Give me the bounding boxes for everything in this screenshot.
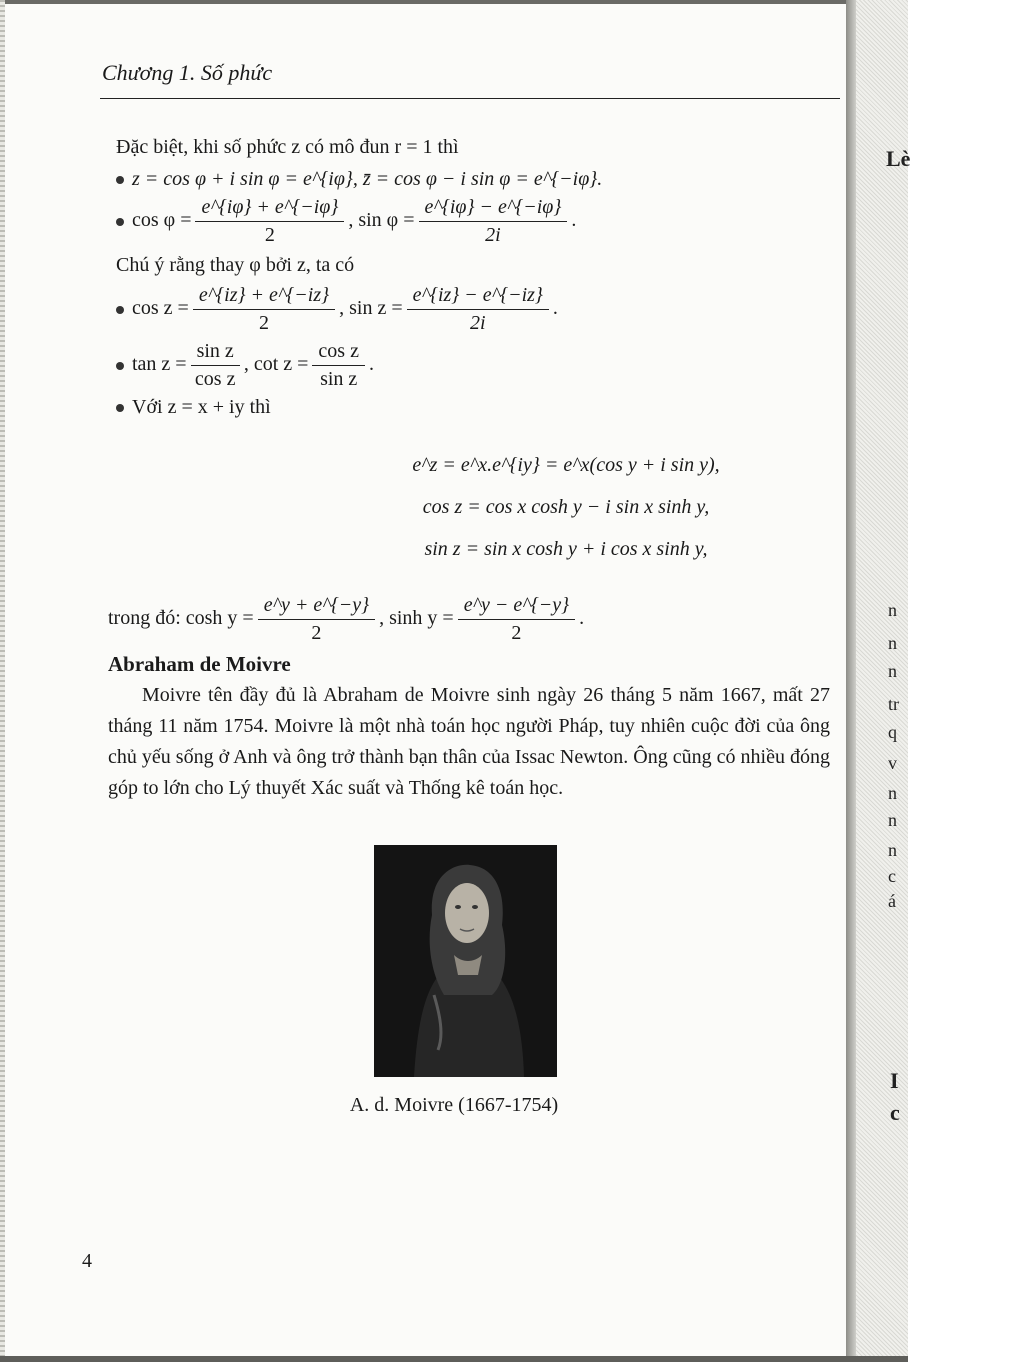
bleed-letter: n <box>888 633 897 653</box>
sinh-fraction <box>458 594 575 645</box>
fraction-numerator: sin z <box>191 340 240 366</box>
fraction-denominator: 2 <box>511 622 522 644</box>
cos-z-lhs: cos z = <box>132 297 189 320</box>
cot-z-lhs: , cot z = <box>243 353 309 376</box>
bleed-letter: tr <box>888 694 899 714</box>
cos-phi-lhs: cos φ = <box>132 209 192 232</box>
equation-sin: sin z = sin x cosh y + i cos x sinh y, <box>424 538 708 560</box>
bleed-letter: c <box>890 1100 900 1125</box>
bleed-letter: n <box>888 783 897 803</box>
bleed-letter: á <box>888 891 896 911</box>
fraction-denominator: cos z <box>194 368 236 390</box>
sin-z-lhs: , sin z = <box>339 297 403 320</box>
bullet-5-text: Với z = x + iy thì <box>132 396 271 418</box>
portrait-caption: A. d. Moivre (1667-1754) <box>349 1094 559 1116</box>
bleed-text-top: Lè <box>886 146 911 171</box>
chapter-header: Chương 1. Số phức <box>102 60 273 85</box>
equation-exp: e^z = e^x.e^{iy} = e^x(cos y + i sin y), <box>412 454 720 476</box>
scan-edge-left <box>0 0 5 1362</box>
cosh-lhs: trong đó: cosh y = <box>108 607 254 630</box>
portrait-image <box>374 845 557 1077</box>
fraction-numerator: e^{iφ} − e^{−iφ} <box>419 196 568 222</box>
tan-z-lhs: tan z = <box>132 353 187 376</box>
bullet-icon <box>116 404 124 412</box>
bullet-icon <box>116 306 124 314</box>
tan-z-fraction <box>191 340 240 391</box>
cos-z-fraction <box>193 284 335 335</box>
bullet-line-3: cos z = $\frac{e\^{}\{iz\} + e\^{}\{-iz\}}{2}$ , sin z = $\frac{e\^{}\{iz\} - e\^{}\{-iz\}}{2i}$ . <box>116 284 558 335</box>
header-rule <box>100 98 840 99</box>
fraction-numerator: e^{iz} + e^{−iz} <box>193 284 335 310</box>
bullet-1-text: z = cos φ + i sin φ = e^{iφ}, z̄ = cos φ − i sin φ = e^{−iφ}. <box>132 168 603 190</box>
note-line: Chú ý rằng thay φ bởi z, ta có <box>116 254 355 276</box>
bleed-letter: n <box>888 840 897 860</box>
bullet-line-5 <box>116 396 271 419</box>
fraction-denominator: 2i <box>485 224 501 246</box>
sinh-lhs: , sinh y = <box>379 607 454 630</box>
section-title: Abraham de Moivre <box>108 652 291 676</box>
sin-z-fraction <box>407 284 549 335</box>
fraction-numerator: e^{iφ} + e^{−iφ} <box>195 196 344 222</box>
scan-edge-bottom <box>0 1356 908 1362</box>
bullet-line-4: tan z = $\frac{\text{sin z}}{\text{cos z}}$ , cot z = $\frac{\text{cos z}}{\text{sin z}}$ . <box>116 340 374 391</box>
bullet-line-2: cos φ = $\frac{e\^{}\{i\varphi\} + e\^{}\{-i\varphi\}}{2}$ , sin φ = $\frac{e\^{}\{i\varphi\} - e\^{}\{-i\varphi\}}{2i}$ . <box>116 196 576 247</box>
cosh-fraction <box>258 594 375 645</box>
fraction-denominator: sin z <box>320 368 358 390</box>
bleed-letter: q <box>888 722 897 742</box>
bullet-icon <box>116 362 124 370</box>
bleed-letter: n <box>888 810 897 830</box>
fraction-numerator: e^y − e^{−y} <box>458 594 575 620</box>
bleed-letter: v <box>888 753 897 773</box>
next-page-edge <box>846 0 911 1362</box>
bullet-line-1 <box>116 168 602 191</box>
bleed-letter: I <box>890 1068 899 1093</box>
bleed-letter: n <box>888 600 897 620</box>
fraction-denominator: 2 <box>311 622 322 644</box>
cos-phi-fraction <box>195 196 344 247</box>
cot-z-fraction <box>312 340 365 391</box>
bleed-letter: c <box>888 866 896 886</box>
fraction-numerator: cos z <box>312 340 365 366</box>
bullet-icon <box>116 218 124 226</box>
fraction-denominator: 2 <box>264 224 275 246</box>
fraction-denominator: 2i <box>469 312 486 334</box>
equation-cos: cos z = cos x cosh y − i sin x sinh y, <box>422 496 710 518</box>
bullet-icon <box>116 176 124 184</box>
portrait-illustration <box>374 845 557 1077</box>
fraction-numerator: e^y + e^{−y} <box>258 594 375 620</box>
fraction-denominator: 2 <box>258 312 269 334</box>
intro-line: Đặc biệt, khi số phức z có mô đun r = 1 thì <box>116 136 459 158</box>
sin-phi-lhs: , sin φ = <box>348 209 415 232</box>
where-line: trong đó: cosh y = $\frac{e\^{}y + e\^{}\{-y\}}{2}$ , sinh y = $\frac{e\^{}y - e\^{}\{-y\}}{2}$ . <box>108 594 585 644</box>
biography-paragraph: Moivre tên đầy đủ là Abraham de Moivre sinh ngày 26 tháng 5 năm 1667, mất 27 tháng 11 năm 1754. Moivre là một nhà toán học người Pháp, tuy nhiên cuộc đời của ông chủ yếu sống ở Anh và ông trở thành bạn thân của Issac Newton. Ông cũng có nhiều đóng góp to lớn cho Lý thuyết Xác suất và Thống kê toán học. <box>108 684 830 799</box>
sin-phi-fraction <box>419 196 568 247</box>
bleed-letter: n <box>888 661 897 681</box>
scan-edge-top <box>0 0 908 4</box>
page-number: 4 <box>82 1250 92 1272</box>
fraction-numerator: e^{iz} − e^{−iz} <box>407 284 549 310</box>
